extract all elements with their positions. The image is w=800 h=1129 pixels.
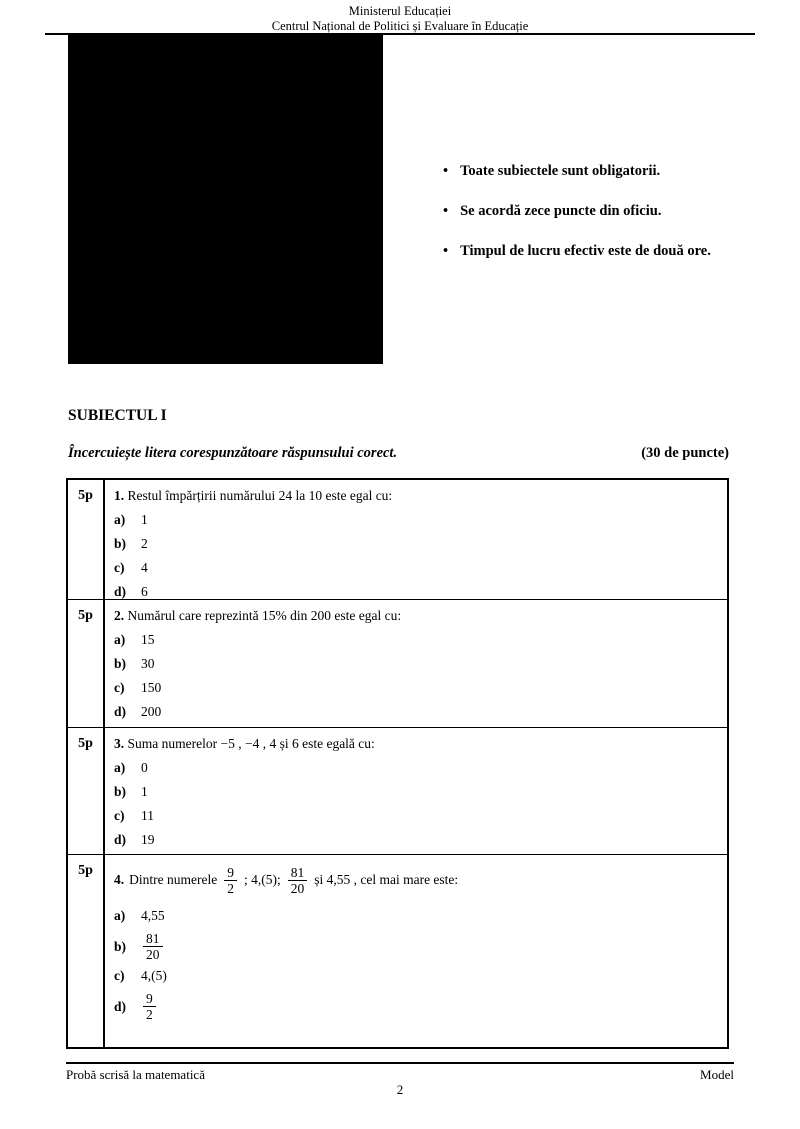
option-value: 0 [141,760,148,775]
option-letter: c) [114,808,125,823]
question-text [114,487,717,504]
fraction [143,991,156,1022]
answer-option-d [114,583,717,599]
questions-table [66,478,729,1049]
option-letter: d) [114,704,127,719]
fraction [143,931,163,962]
option-value: 6 [141,584,148,599]
option-letter: d) [114,584,127,599]
option-letter: b) [114,939,127,954]
question-number: 1. [114,488,125,503]
question-text [114,735,717,752]
fraction-numerator: 81 [146,931,160,946]
question-statement: Numărul care reprezintă 15% din 200 este egal cu: [127,608,402,623]
section-title: SUBIECTUL I [68,407,167,424]
question-cell [105,728,727,854]
option-letter: d) [114,832,127,847]
option-value: 4 [141,560,148,575]
footer-divider [66,1062,734,1064]
fraction-numerator: 9 [146,991,153,1006]
question-statement-suffix: și 4,55 , cel mai mare este: [314,872,459,887]
footer-exam-name: Probă scrisă la matematică [66,1067,205,1082]
option-value: 15 [141,632,155,647]
fraction [288,865,308,896]
rule-item [443,162,783,181]
question-statement: Restul împărțirii numărului 24 la 10 este egal cu: [127,488,393,503]
option-value: 200 [141,704,162,719]
option-value: 1 [141,512,148,527]
option-letter: a) [114,908,126,923]
answer-option-d [114,831,717,848]
option-letter: b) [114,784,127,799]
option-letter: a) [114,760,126,775]
option-value: 11 [141,808,154,823]
question-row-1 [68,480,727,599]
exam-rules-list [443,162,783,282]
answer-option-c [114,807,717,824]
fraction-denominator: 20 [143,946,163,962]
rule-item [443,242,783,261]
option-letter: d) [114,999,127,1014]
question-number: 2. [114,608,125,623]
answer-option-b [114,655,717,672]
question-cell [105,855,727,1047]
option-letter: b) [114,536,127,551]
rule-item [443,202,783,221]
page-number: 2 [396,1082,404,1097]
bullet-icon: • [443,163,449,179]
option-letter: a) [114,632,126,647]
fraction-denominator: 20 [288,880,308,896]
question-number: 4. [114,872,125,887]
fraction [224,865,237,896]
answer-option-c [114,967,717,984]
option-value: 2 [141,536,148,551]
question-number: 3. [114,736,125,751]
answer-option-c [114,679,717,696]
rule-text: Se acordă zece puncte din oficiu. [460,203,662,219]
answer-option-d [114,991,717,1022]
option-letter: a) [114,512,126,527]
option-value: 4,55 [141,908,165,923]
question-cell [105,600,727,727]
question-statement: Suma numerelor −5 , −4 , 4 și 6 este egală cu: [127,736,375,751]
fraction-numerator: 9 [227,864,234,880]
section-instruction-row [68,445,729,462]
question-row-4 [68,854,727,1047]
answer-option-d [114,703,717,720]
question-text [114,607,717,624]
redaction-box [68,35,383,364]
option-value: 30 [141,656,155,671]
option-value: 150 [141,680,162,695]
option-letter: c) [114,560,125,575]
bullet-icon: • [443,243,449,259]
section-points: (30 de puncte) [641,445,729,461]
instruction-text: Încercuiește litera corespunzătoare răspunsului corect. [68,445,398,461]
page-header [0,4,800,33]
center-name: Centrul Național de Politici și Evaluare în Educație [271,18,529,33]
fraction-numerator: 81 [290,864,305,880]
bullet-icon: • [443,203,449,219]
footer-variant: Model [700,1067,734,1082]
answer-option-a [114,511,717,528]
question-text [114,862,717,898]
answer-option-a [114,631,717,648]
question-row-3 [68,727,727,854]
question-statement-mid: ; 4,(5); [243,872,281,887]
option-letter: c) [114,680,125,695]
question-statement-prefix: Dintre numerele [129,872,218,887]
question-row-2 [68,599,727,727]
option-letter: c) [114,968,125,983]
points-cell: 5p [68,728,105,854]
answer-option-b [114,535,717,552]
option-value: 19 [141,832,155,847]
question-cell [105,480,727,599]
answer-option-c [114,559,717,576]
fraction-denominator: 2 [143,1006,156,1022]
option-value: 4,(5) [141,968,167,983]
points-cell: 5p [68,480,105,599]
answer-option-a [114,907,717,924]
rule-text: Timpul de lucru efectiv este de două ore. [460,243,711,259]
ministry-name: Ministerul Educației [348,4,452,18]
option-letter: b) [114,656,127,671]
fraction-denominator: 2 [224,880,237,896]
answer-option-a [114,759,717,776]
points-cell: 5p [68,600,105,727]
rule-text: Toate subiectele sunt obligatorii. [460,163,661,179]
points-cell: 5p [68,855,105,1047]
page-footer [66,1067,734,1083]
answer-option-b [114,931,717,962]
option-value: 1 [141,784,148,799]
answer-option-b [114,783,717,800]
